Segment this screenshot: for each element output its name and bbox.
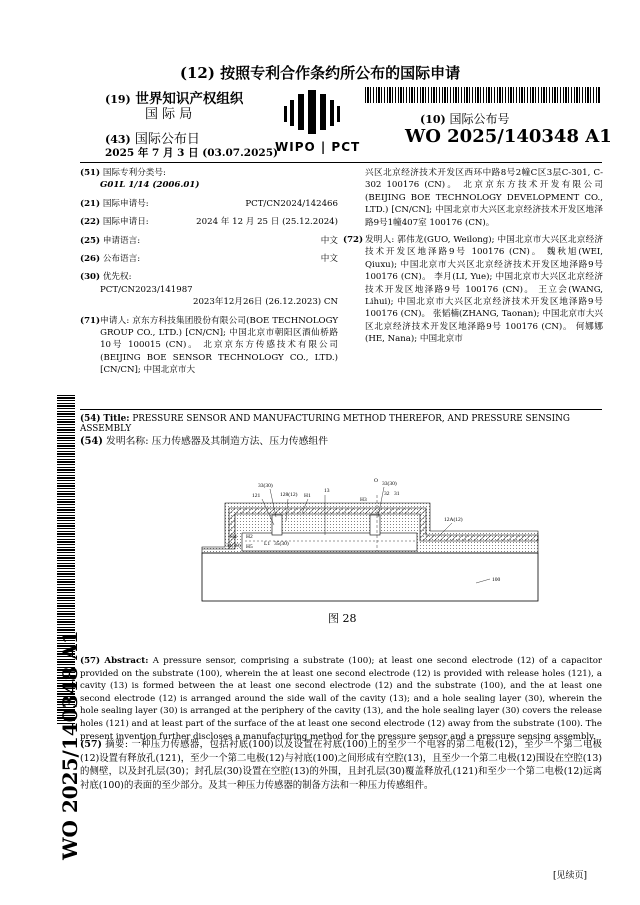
label-128: 128(12) <box>280 492 298 498</box>
label-31: 31 <box>394 491 400 497</box>
label-34: 34(30) <box>226 543 241 549</box>
figure-caption: 图 28 <box>328 612 357 625</box>
label-h1: H1 <box>304 493 311 499</box>
field-71: (71) 申请人: 京东方科技集团股份有限公司(BOE TECHNOLOGY GROUP CO., LTD.) [CN/CN]; 中国北京市朝阳区酒仙桥路10号 100015 (CN)。 北京京东方传感技术有限公司(BEIJING BOE SENSOR TECHNOLOGY CO., LTD.) [CN/CN]; 中国北京市大 <box>80 315 338 376</box>
bib-left <box>80 167 338 377</box>
org-code: (19) <box>105 93 131 106</box>
figure-28 <box>200 475 540 605</box>
label-l1: L1 <box>264 541 271 547</box>
pub-no-code: (10) <box>420 113 446 126</box>
pub-number: WO 2025/140348 A1 <box>405 126 612 147</box>
pub-date-label: 国际公布日 <box>134 132 200 147</box>
field-51: (51) 国际专利分类号: G01L 1/14 (2006.01) <box>80 168 200 191</box>
wipo-logo-text: WIPO | PCT <box>275 140 361 154</box>
label-32: 32 <box>384 491 390 497</box>
field-71-cont: 兴区北京经济技术开发区西环中路8号2幢C区3层C-301, C-302 100176 (CN)。 北京京东方技术开发有限公司(BEIJING BOE TECHNOLOGY DEVELOPMENT CO., LTD.) [CN/CN]; 中国北京市大兴区北京经济技术开发区地泽路9号1幢407室 100176 (CN)。 <box>365 168 603 228</box>
org-sub: 国 际 局 <box>145 107 193 122</box>
pub-no-block <box>420 110 510 127</box>
label-h4: H4 <box>230 534 237 540</box>
label-h3: H3 <box>360 497 367 503</box>
label-121: 121 <box>252 493 261 499</box>
field-25: (25) 申请语言: 中文 <box>80 235 338 246</box>
field-26: (26) 公布语言: 中文 <box>80 254 338 265</box>
field-72: (72) 发明人: 郭伟龙(GUO, Weilong); 中国北京市大兴区北京经济技术开发区地泽路9号 100176 (CN)。 魏秋旭(WEI, Qiuxu); 中国北京市大兴区北京经济技术开发区地泽路9号 100176 (CN)。 李月(LI, Yue); 中国北京市大兴区北京经济技术开发区地泽路9号 100176 (CN)。 王立会(WANG, Lihui); 中国北京市大兴区北京经济技术开发区地泽路9号 100176 (CN)。 张韬楠(ZHANG, Taonan); 中国北京市大兴区北京经济技术开发区地泽路9号 100176 (CN)。 何娜娜(HE, Nana); 中国北京市 <box>343 235 603 345</box>
field-21: (21) 国际申请号: PCT/CN2024/142466 <box>80 198 338 209</box>
document-title: (12) 按照专利合作条约所公布的国际申请 <box>179 64 461 82</box>
label-h5: H5 <box>246 544 253 550</box>
bib-divider <box>80 409 602 410</box>
sensor-cross-section-diagram <box>200 475 540 605</box>
org-name: 世界知识产权组织 <box>135 91 244 107</box>
header-divider <box>80 162 602 163</box>
bib-right <box>343 167 603 346</box>
abstract-en: (57) Abstract: A pressure sensor, comprising a substrate (100); at least one second electrode (12) of a capacitor provided on the substrate (100), wherein the at least one second electrode (12) is provided with release holes (121), a cavity (13) is formed between the at least one second electrode (12) and the substrate (100), and the at least one second electrode (12) is arranged around the side wall of the cavity (13); and a hole sealing layer (30), wherein the hole sealing layer (30) is arranged at the periphery of the cavity (13), and the hole sealing layer (30) covers the release holes (121) and at least part of the surface of the at least one second electrode (12) away from the substrate (100). The present invention further discloses a manufacturing method for the pressure sensor and a pressure sensing assembly. <box>80 656 603 742</box>
pub-date-code: (43) <box>105 133 131 146</box>
label-35: 35(30) <box>274 541 289 547</box>
side-pub-number: WO 2025/140348 A1 <box>58 630 82 860</box>
label-12a: 12A(12) <box>444 517 463 523</box>
continued-note: [见续页] <box>553 871 588 881</box>
barcode <box>365 87 600 103</box>
abstract-zh: (57) 摘要: 一种压力传感器，包括衬底(100)以及设置在衬底(100)上的至少一个电容的第二电极(12)，至少一个第二电极(12)设置有释放孔(121)，至少一个第二电极(12)与衬底(100)之间形成有空腔(13)，且至少一个第二电极(12)围设在空腔(13)的侧壁，以及封孔层(30)；封孔层(30)设置在空腔(13)的外围，且封孔层(30)覆盖释放孔(121)和至少一个第二电极(12)远离衬底(100)的表面的至少部分。及其一种压力传感器的制备方法和一种压力传感组件。 <box>80 739 602 791</box>
title-zh: (54) 发明名称: 压力传感器及其制造方法、压力传感组件 <box>80 436 328 447</box>
field-30: (30) 优先权: PCT/CN2023/141987 2023年12月26日 (26.12.2023) CN <box>80 272 338 308</box>
substrate-shape <box>202 553 538 601</box>
label-13: 13 <box>324 488 330 494</box>
title-en: (54) Title: PRESSURE SENSOR AND MANUFACTURING METHOD THEREFOR, AND PRESSURE SENSING ASSEMBLY <box>80 414 570 434</box>
pub-no-label: 国际公布号 <box>449 112 510 126</box>
label-33a: 33(30) <box>258 483 273 489</box>
label-33b: 33(30) <box>382 481 397 487</box>
field-22: (22) 国际申请日: 2024 年 12 月 25 日 (25.12.2024) <box>80 217 338 228</box>
label-o: O <box>374 478 378 484</box>
label-h2: H2 <box>246 534 253 540</box>
pub-date: 2025 年 7 月 3 日 (03.07.2025) <box>105 147 278 159</box>
label-100: 100 <box>492 577 501 583</box>
